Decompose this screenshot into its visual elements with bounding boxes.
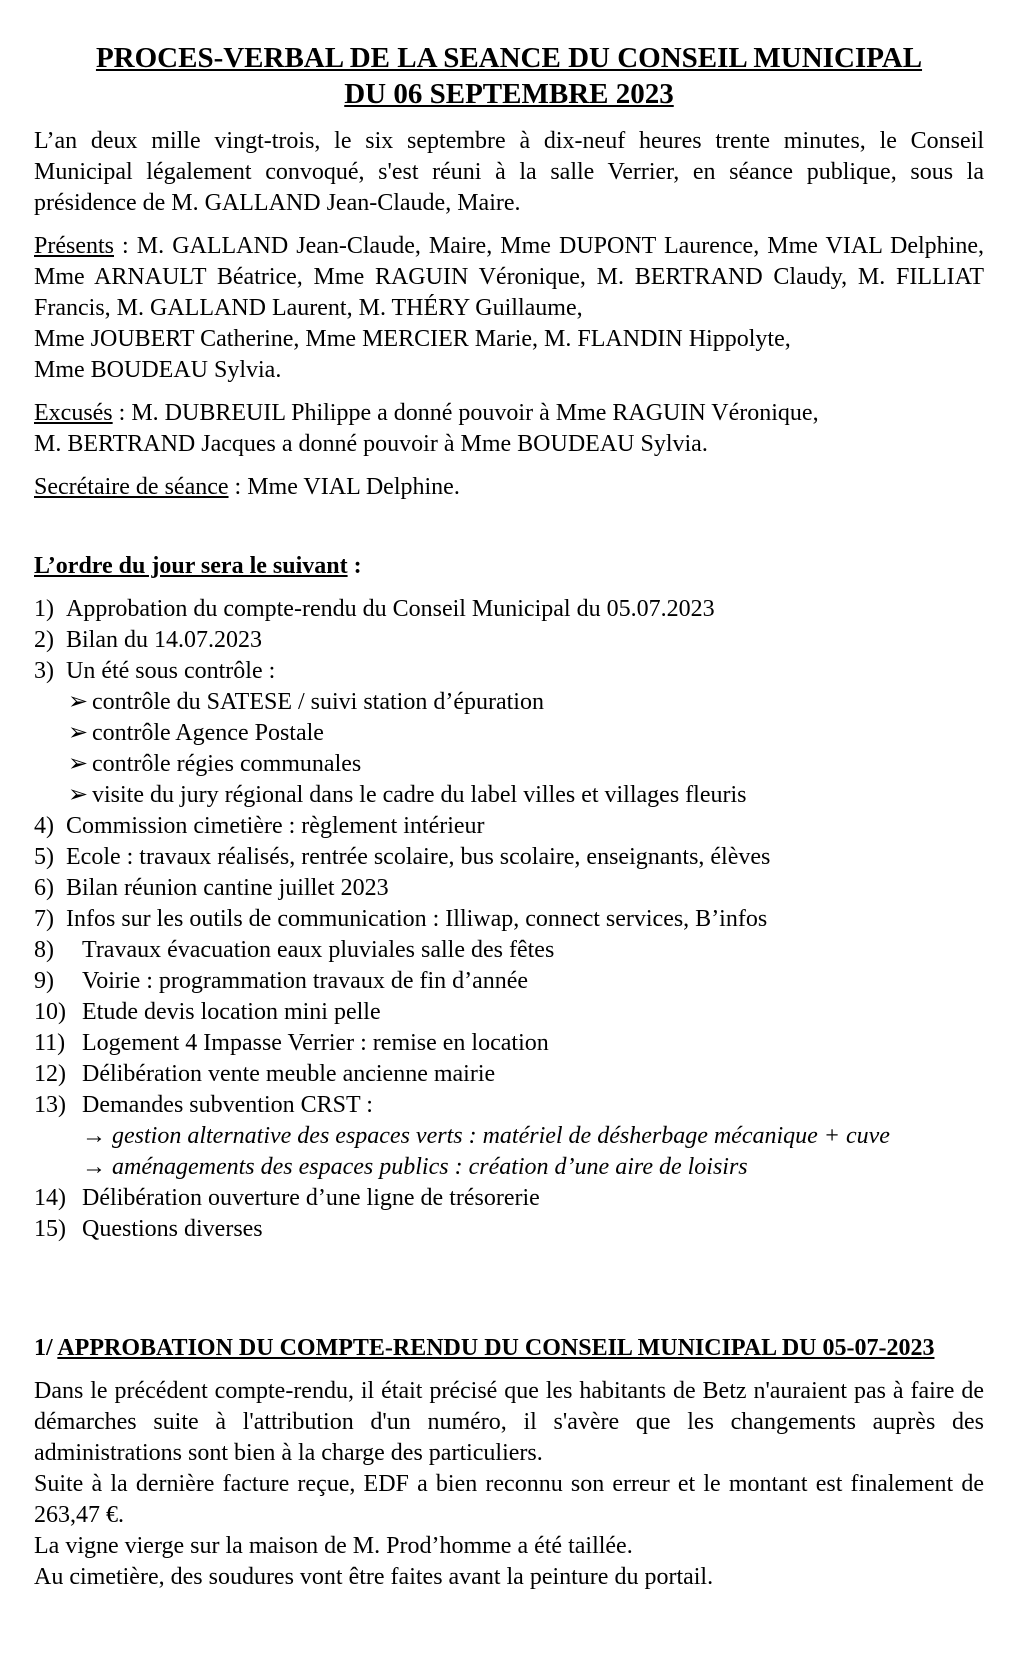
intro-paragraph: L’an deux mille vingt-trois, le six septembre à dix-neuf heures trente minutes, le Conseil Municipal légalement convoqué, s'est réuni à la salle Verrier, en séance publique, sous la présidence de M. GALLAND Jean-Claude, Maire. [34,128,984,216]
excuses-paragraph [34,398,984,460]
agenda-item-1 [34,594,984,625]
item-text: Approbation du compte-rendu du Conseil Municipal du 05.07.2023 [66,596,715,622]
agenda-item-13 [34,1090,984,1121]
agenda-item-15 [34,1214,984,1245]
agenda-crst-subitem-2: → aménagements des espaces publics : création d’une aire de loisirs [82,1154,748,1180]
agenda-heading-label: L’ordre du jour sera le suivant [34,553,348,579]
presents-paragraph [34,231,984,386]
item-number: 14) [34,1185,66,1211]
presents-sep: : [114,233,137,259]
item-text: Travaux évacuation eaux pluviales salle des fêtes [82,937,555,963]
item-text: Un été sous contrôle : [66,658,276,684]
excuses-line-1: M. DUBREUIL Philippe a donné pouvoir à Mme RAGUIN Véronique, [131,400,819,426]
presents-text: M. GALLAND Jean-Claude, Maire, Mme DUPONT Laurence, Mme VIAL Delphine, Mme ARNAULT Béatrice, Mme RAGUIN Véronique, M. BERTRAND Claudy, M. FILLIAT Francis, M. GALLAND Laurent, M. THÉRY Guillaume, [34,233,984,321]
agenda-item-8 [34,935,984,966]
item-number: 10) [34,999,66,1025]
item-number: 6) [34,875,54,901]
arrow-bullet-icon: ➢ [68,720,89,746]
item-number: 2) [34,627,54,653]
agenda-item-7 [34,904,984,935]
item-text: Voirie : programmation travaux de fin d’année [82,968,529,994]
arrow-bullet-icon: ➢ [68,782,89,808]
item-text: Etude devis location mini pelle [82,999,381,1025]
excuses-line-2: M. BERTRAND Jacques a donné pouvoir à Mme BOUDEAU Sylvia. [34,431,708,457]
item-number: 13) [34,1092,66,1118]
agenda-item-12 [34,1059,984,1090]
subitem-text: contrôle du SATESE / suivi station d’épuration [92,689,544,715]
agenda-subitem-2 [34,718,984,749]
item-number: 4) [34,813,54,839]
item-number: 8) [34,937,54,963]
subitem-text: contrôle Agence Postale [92,720,324,746]
agenda-item-9 [34,966,984,997]
excuses-sep: : [112,400,132,426]
agenda-subitem-1 [34,687,984,718]
presents-label: Présents [34,233,114,259]
document-page [34,40,984,1593]
item-text: Demandes subvention CRST : [82,1092,373,1118]
item-number: 12) [34,1061,66,1087]
item-text: Délibération vente meuble ancienne mairie [82,1061,496,1087]
item-number: 7) [34,906,54,932]
agenda-crst-subitem-1: → gestion alternative des espaces verts : matériel de désherbage mécanique + cuve [82,1123,890,1149]
section-1-heading: APPROBATION DU COMPTE-RENDU DU CONSEIL MUNICIPAL DU 05-07-2023 [57,1335,935,1361]
subitem-text: visite du jury régional dans le cadre du label villes et villages fleuris [92,782,747,808]
item-number: 3) [34,658,54,684]
section-1-paragraph-3: La vigne vierge sur la maison de M. Prod’homme a été taillée. [34,1533,633,1559]
agenda-item-14 [34,1183,984,1214]
secretaire-paragraph [34,472,984,503]
arrow-bullet-icon: ➢ [68,689,89,715]
agenda-heading [34,551,984,582]
agenda-heading-suffix: : [347,553,362,579]
document-title [34,40,984,112]
title-line-1: PROCES-VERBAL DE LA SEANCE DU CONSEIL MUNICIPAL [95,42,923,74]
section-1-paragraph-1: Dans le précédent compte-rendu, il était précisé que les habitants de Betz n'auraient pas à faire de démarches suite à l'attribution d'un numéro, il s'avère que les changements auprès des administrations sont bien à la charge des particuliers. [34,1378,984,1466]
agenda-subitem-3 [34,749,984,780]
agenda-item-3 [34,656,984,687]
item-number: 5) [34,844,54,870]
subitem-text: contrôle régies communales [92,751,362,777]
item-text: Questions diverses [82,1216,263,1242]
excuses-label: Excusés [34,400,113,426]
item-text: Commission cimetière : règlement intérieur [66,813,485,839]
item-number: 11) [34,1030,66,1056]
agenda-item-6 [34,873,984,904]
agenda-item-5 [34,842,984,873]
section-1-paragraph-2: Suite à la dernière facture reçue, EDF a bien reconnu son erreur et le montant est finalement de 263,47 €. [34,1471,984,1528]
item-text: Bilan du 14.07.2023 [66,627,262,653]
item-text: Délibération ouverture d’une ligne de trésorerie [82,1185,540,1211]
item-text: Bilan réunion cantine juillet 2023 [66,875,389,901]
agenda-item-11 [34,1028,984,1059]
secretaire-label: Secrétaire de séance [34,474,229,500]
section-1-prefix: 1/ [34,1335,58,1361]
secretaire-text: : Mme VIAL Delphine. [228,474,460,500]
section-1-title [34,1333,984,1364]
presents-line-3: Mme BOUDEAU Sylvia. [34,357,282,383]
item-text: Logement 4 Impasse Verrier : remise en location [82,1030,549,1056]
agenda-item-2 [34,625,984,656]
agenda-item-10 [34,997,984,1028]
presents-line-2: Mme JOUBERT Catherine, Mme MERCIER Marie, M. FLANDIN Hippolyte, [34,326,791,352]
item-number: 9) [34,968,54,994]
section-1-paragraph-4: Au cimetière, des soudures vont être faites avant la peinture du portail. [34,1564,714,1590]
agenda-subitem-4 [34,780,984,811]
agenda-list [34,594,984,1245]
item-number: 1) [34,596,54,622]
title-line-2: DU 06 SEPTEMBRE 2023 [344,78,674,110]
item-number: 15) [34,1216,66,1242]
item-text: Ecole : travaux réalisés, rentrée scolaire, bus scolaire, enseignants, élèves [66,844,771,870]
agenda-item-4 [34,811,984,842]
item-text: Infos sur les outils de communication : Illiwap, connect services, B’infos [66,906,768,932]
arrow-bullet-icon: ➢ [68,751,89,777]
